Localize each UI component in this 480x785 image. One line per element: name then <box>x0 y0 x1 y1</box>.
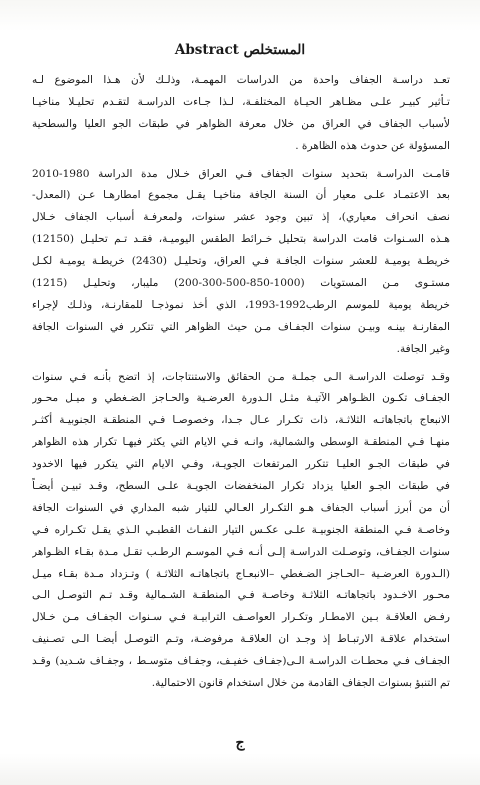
text-line: الجفـاف فـي محطـات الدراسـة الـى(جفـاف خفيـف، وجفـاف متوسـط ، وجفـاف شـديد) وقـد <box>32 655 450 668</box>
text-line: المقارنـة بينـه وبيـن سنوات الجفـاف مـن حيث الظواهر التي تتكرر في السنوات الجافة <box>32 320 450 333</box>
text-line: سنوات الجفـاف، وتوصـلت الدراسـة إلـى أنـه فـي الموسـم الرطـب تقـل مـدة بقـاء الظـواهر <box>32 545 450 558</box>
text-line: استخدام علاقـة الارتبـاط إذ وجـد ان العلاقـة مرفوضـة، وتـم التوصـل أيضـا الـى تصـنيف <box>32 633 450 646</box>
text-line: (الـدورة العرضـية –الحـاجز الضـغطي –الانبعـاج باتجاهاتـه الثلاثـة ) وتـزداد مـدة بقـاء ميـل <box>32 567 450 580</box>
text-line: قامـت الدراسـة بتحديد سنوات الجفاف فـي العراق خـلال مدة الدراسة 1980-2010 <box>32 167 450 180</box>
text-line: تم التنبؤ بسنوات الجفاف القادمة من خلال استخدام قانون الاحتمالية. <box>151 677 450 690</box>
text-line: الانبعاج باتجاهاتـه الثلاثـة، ذات تكـرار عـال جـدا، وخصوصـا فـي المنطقـة الجنوبيـة أكثـر <box>32 414 450 427</box>
text-line: في طبقات الجـو العليـا تتكرر المرتفعات الجويـة، وفـي الايام التي يتكرر فيها الاخدود <box>32 458 450 471</box>
text-line: وخاصـة فـي المنطقة الجنوبيـة علـى عكـس التيار النفـاث القطبـي الـذي يقـل تكـراره فـي <box>32 523 450 536</box>
abstract-paragraph-3 <box>32 367 450 695</box>
text-line: نصف انحراف معياري)، إذ تبين وجود عشر سنوات، ولمعرفـة أسباب الجفاف خـلال <box>32 211 450 224</box>
abstract-body <box>32 70 450 695</box>
abstract-paragraph-2 <box>32 164 450 361</box>
text-line: رفـض العلاقـة بـين الامطـار وتكـرار العواصـف الترابيـة فـي سـنوات الجفـاف مـن خـلال <box>32 611 450 624</box>
text-line: بعد الاعتمـاد علـى معيار أن السنة الجافة مناخيـا يقـل مجموع امطارهـا عـن (المعدل- <box>32 189 450 202</box>
text-line: خريطـة يوميـة للعشر سنوات الجافـة فـي العراق، وتحليـل (2430) خريطـة يوميـة لكـل <box>32 255 450 268</box>
text-line: أن من أبرز أسباب الجفاف هـو التكـرار العـالي للتيار شبه المداري في السنوات الجافة <box>32 501 450 514</box>
text-line: خريطة يومية للموسم الرطب1992-1993، الذي أخذ نموذجـا للمقارنـة، وذلـك لإجراء <box>32 298 450 311</box>
text-line: هـذه السـنوات قامت الدراسة بتحليل خـرائط الطقس اليوميـة، فقـد تـم تحليـل (12150) <box>32 233 450 246</box>
text-line: تـأثير كبيـر علـى مظـاهر الحيـاة المختلفـة، لـذا جـاءت الدراسـة لتقـدم تحليـلا مناخيـا <box>32 95 450 108</box>
text-line: محـور الاخـدود باتجاهاتـه الثلاثـة وخاصـة فـي المنطقـة الشـمالية وقـد تـم التوصـل الـى <box>32 589 450 602</box>
abstract-paragraph-1 <box>32 70 450 158</box>
text-line: تعـد دراسـة الجفاف واحدة من الدراسات المهمـة، وذلـك لأن هـذا الموضوع لـه <box>32 74 450 86</box>
text-line: المسؤولة عن حدوث هذه الظاهرة . <box>295 139 450 152</box>
text-line: مستـوى مـن المستويات (1000-850-500-300-200) مليبار، وتحليـل (1215) <box>32 277 450 290</box>
text-line: وغير الجافة. <box>396 342 450 355</box>
text-line: في طبقات الجـو العليا يزداد تكرار المنخفضات الجويـة علـى السطح، وقـد تبيـن أيضـاً <box>32 480 450 493</box>
text-line: لأسباب الجفاف في العراق من خلال معرفة الظواهر في طبقات الجو العليا والسطحية <box>32 117 450 130</box>
text-line: الجفـاف تكـون الظـواهر الآتيـة مثـل الـدورة العرضـية والحـاجز الضـغطي و ميـل محـور <box>32 392 450 405</box>
page-number: ج <box>235 735 245 751</box>
text-line: وقـد توصلت الدراسـة الـى جملـة مـن الحقائق والاستنتاجات، إذ اتضح بأنـه فـي سنوات <box>32 370 450 383</box>
page-title: المستخلص Abstract <box>174 42 306 58</box>
text-line: منهـا فـي المنطقـة الوسطى والشمالية، وانـه فـي الايام التي يكثر فيهـا تكرار هذه الظواهر <box>32 436 450 449</box>
